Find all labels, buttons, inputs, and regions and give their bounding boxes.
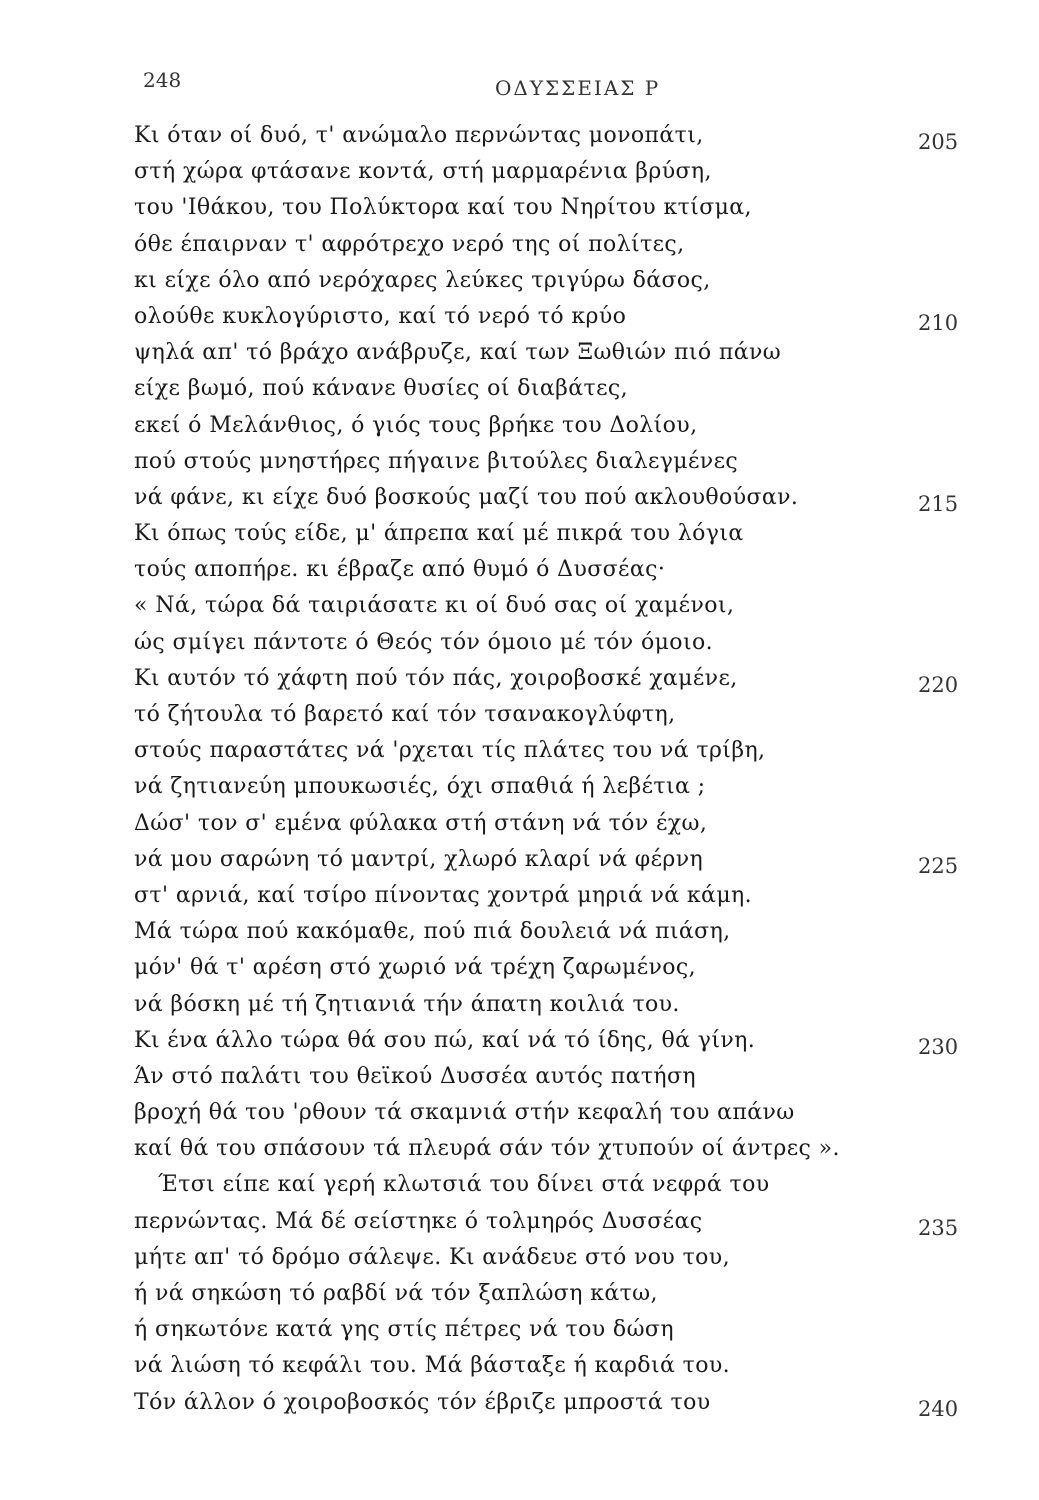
verse-line [0,263,1039,299]
verse-block [0,118,1039,1421]
verse-text: στή χώρα φτάσανε κοντά, στή μαρμαρένια βρύση, [134,159,712,185]
verse-line [0,1348,1039,1384]
verse-line [0,914,1039,950]
verse-text: Τόν άλλον ό χοιροβοσκός τόν έβριζε μπροστά του [134,1389,711,1415]
line-number: 205 [918,130,959,154]
verse-text: στούς παραστάτες νά 'ρχεται τίς πλάτες του νά τρίβη, [134,738,766,764]
verse-text: είχε βωμό, πού κάνανε θυσίες οί διαβάτες, [134,376,629,402]
verse-text: νά βόσκη μέ τή ζητιανιά τήν άπατη κοιλιά του. [134,991,680,1017]
verse-text: νά μου σαρώνη τό μαντρί, χλωρό κλαρί νά φέρνη [134,846,704,872]
verse-text: Κι ένα άλλο τώρα θά σου πώ, καί νά τό ίδης, θά γίνη. [134,1027,756,1053]
verse-text: τούς αποπήρε. κι έβραζε από θυμό ό Δυσσέας· [134,557,666,583]
verse-line [0,878,1039,914]
verse-text: ώς σμίγει πάντοτε ό Θεός τόν όμοιο μέ τόν όμοιο. [134,629,714,655]
verse-text: νά ζητιανεύη μπουκωσιές, όχι σπαθιά ή λεβέτια ; [134,774,706,800]
verse-line [0,335,1039,371]
verse-text: Δώσ' τον σ' εμένα φύλακα στή στάνη νά τόν έχω, [134,810,708,836]
verse-line [0,552,1039,588]
verse-text: περνώντας. Μά δέ σείστηκε ό τολμηρός Δυσσέας [134,1208,703,1234]
verse-text: του 'Ιθάκου, του Πολύκτορα καί του Νηρίτου κτίσμα, [134,195,752,221]
verse-line [0,299,1039,335]
verse-text: νά λιώση τό κεφάλι του. Μά βάσταξε ή καρδιά του. [134,1353,731,1379]
verse-text: Άν στό παλάτι του θεϊκού Δυσσέα αυτός πατήση [134,1063,696,1089]
verse-text: ή σηκωτόνε κατά γης στίς πέτρες νά του δώση [134,1317,674,1343]
verse-text: όθε έπαιρναν τ' αφρότρεχο νερό της οί πολίτες, [134,231,685,257]
verse-line [0,371,1039,407]
verse-text: στ' αρνιά, καί τσίρο πίνοντας χοντρά μηριά νά κάμη. [134,882,752,908]
verse-line [0,190,1039,226]
verse-text: Μά τώρα πού κακόμαθε, πού πιά δουλειά νά πιάση, [134,919,731,945]
verse-text: εκεί ό Μελάνθιος, ό γιός τους βρήκε του Δολίου, [134,412,698,438]
verse-text: ψηλά απ' τό βράχο ανάβρυζε, καί των Ξωθιών πιό πάνω [134,340,782,366]
verse-text: Έτσι είπε καί γερή κλωτσιά του δίνει στά νεφρά του [158,1172,770,1198]
verse-line [0,480,1039,516]
verse-line [0,987,1039,1023]
page-number: 248 [143,68,182,92]
verse-line [0,1312,1039,1348]
verse-line [0,516,1039,552]
verse-line [0,1167,1039,1203]
verse-line [0,661,1039,697]
verse-text: κι είχε όλο από νερόχαρες λεύκες τριγύρω δάσος, [134,267,711,293]
verse-line [0,118,1039,154]
verse-text: ολούθε κυκλογύριστο, καί τό νερό τό κρύο [134,303,627,329]
verse-line [0,769,1039,805]
verse-text: πού στούς μνηστήρες πήγαινε βιτούλες διαλεγμένες [134,448,739,474]
verse-line [0,625,1039,661]
verse-line [0,408,1039,444]
verse-text: Κι όπως τούς είδε, μ' άπρεπα καί μέ πικρά του λόγια [134,521,744,547]
verse-text: καί θά του σπάσουν τά πλευρά σάν τόν χτυπούν οί άντρες ». [134,1136,840,1162]
verse-text: ή νά σηκώση τό ραβδί νά τόν ξαπλώση κάτω, [134,1281,658,1306]
verse-text: μόν' θά τ' αρέση στό χωριό νά τρέχη ζαρωμένος, [134,955,697,981]
verse-line [0,444,1039,480]
line-number: 220 [918,672,959,697]
line-number: 240 [918,1396,959,1421]
verse-line [0,154,1039,190]
line-number: 235 [918,1215,959,1240]
verse-text: Κι όταν οί δυό, τ' ανώμαλο περνώντας μονοπάτι, [134,123,704,148]
verse-text: τό ζήτουλα τό βαρετό καί τόν τσανακογλύφτη, [134,702,676,727]
verse-text: νά φάνε, κι είχε δυό βοσκούς μαζί του πού ακλουθούσαν. [134,484,799,510]
verse-line [0,733,1039,769]
verse-line [0,1240,1039,1276]
verse-line [0,1385,1039,1421]
verse-text: βροχή θά του 'ρθουν τά σκαμνιά στήν κεφαλή του απάνω [134,1100,795,1126]
line-number: 225 [918,853,959,878]
verse-line [0,227,1039,263]
verse-line [0,806,1039,842]
verse-line [0,1023,1039,1059]
line-number: 215 [918,491,959,516]
verse-line [0,950,1039,986]
line-number: 210 [918,310,959,335]
verse-line [0,1095,1039,1131]
verse-text: « Νά, τώρα δά ταιριάσατε κι οί δυό σας οί χαμένοι, [134,593,735,619]
verse-line [0,1204,1039,1240]
running-title: ΟΔΥΣΣΕΙΑΣ Ρ [495,76,661,100]
verse-line [0,588,1039,624]
verse-line [0,842,1039,878]
running-head [0,62,1039,102]
verse-text: μήτε απ' τό δρόμο σάλεψε. Κι ανάδευε στό νου του, [134,1244,730,1270]
line-number: 230 [918,1034,959,1059]
verse-line [0,1276,1039,1312]
verse-line [0,1059,1039,1095]
verse-line [0,697,1039,733]
verse-text: Κι αυτόν τό χάφτη πού τόν πάς, χοιροβοσκέ χαμένε, [134,665,738,691]
verse-line [0,1131,1039,1167]
